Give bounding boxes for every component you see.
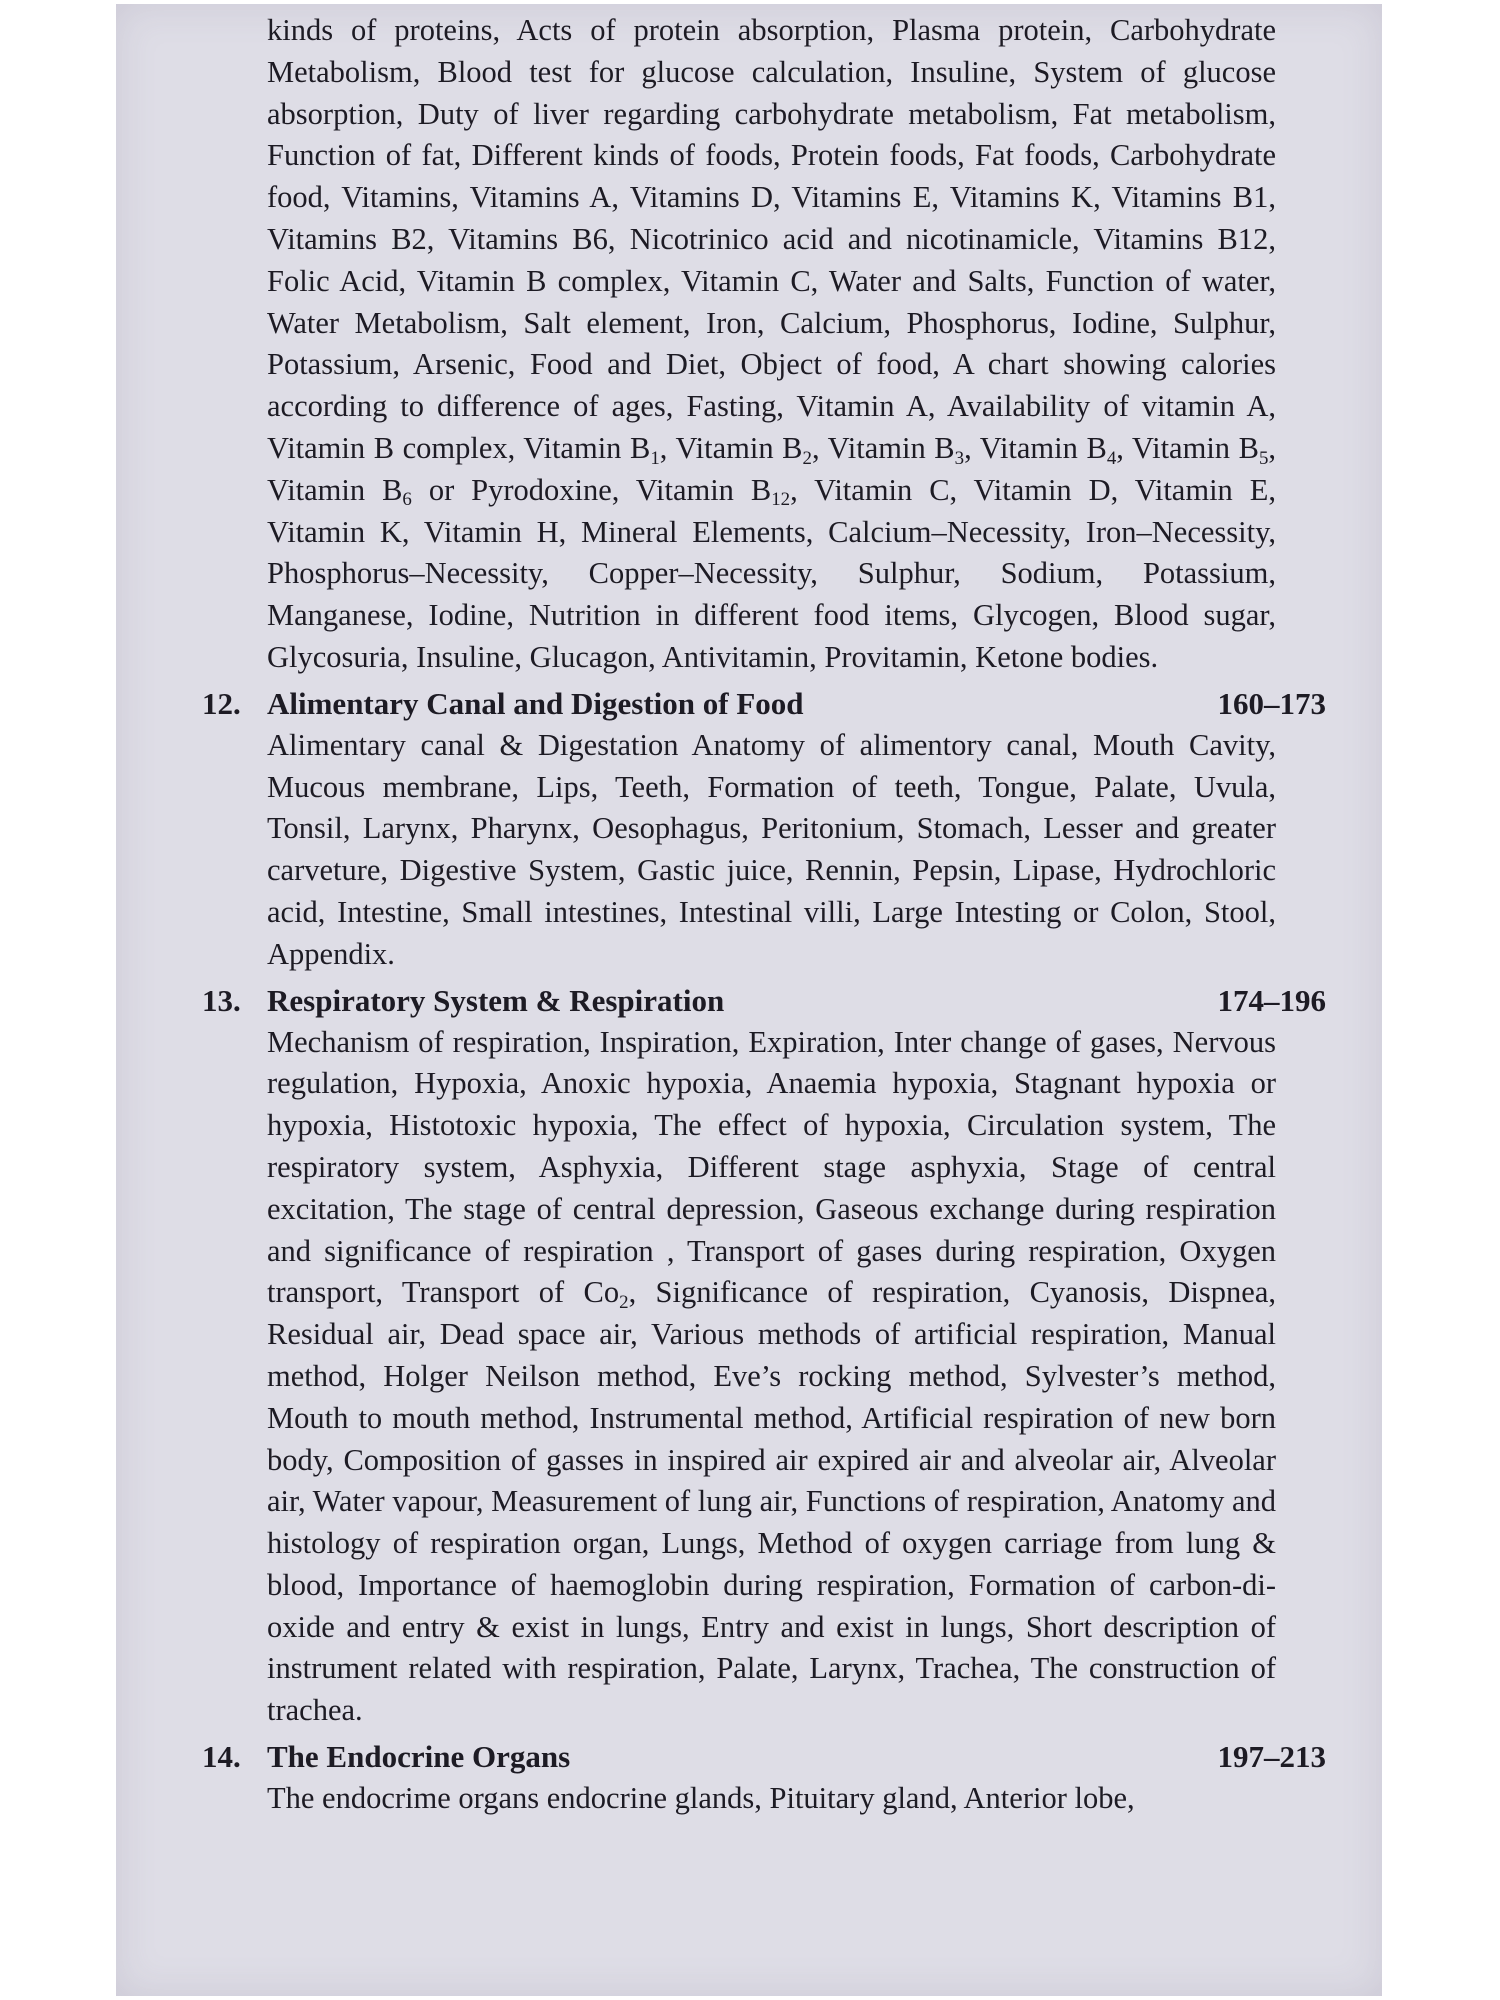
- intro-text: , Vitamin B: [964, 430, 1107, 465]
- intro-text: or Pyrodoxine, Vitamin B: [411, 472, 772, 507]
- section-text: , Significance of respiration, Cyanosis, Dispnea, Residual air, Dead space air, Various methods of artificial respiration, Manual method, Holger Neilson method, Eve’s rocking method, Sylvester’s method, Mouth to mouth method, Instrumental method, Artificial respiration of new born body, Composition of gasses in inspired air expired air and alveolar air, Alveolar air, Water vapour, Measurement of lung air, Functions of respiration, Anatomy and histology of respiration organ, Lungs, Method of oxygen carriage from lung & blood, Importance of haemoglobin during respiration, Formation of carbon-di-oxide and entry & exist in lungs, Entry and exist in lungs, Short description of instrument related with respiration, Palate, Larynx, Trachea, The construction of trachea.: [267, 1275, 1276, 1728]
- section-13: [202, 980, 1348, 1733]
- section-text: Mechanism of respiration, Inspiration, Expiration, Inter change of gases, Nervous regulation, Hypoxia, Anoxic hypoxia, Anaemia hypoxia, Stagnant hypoxia or hypoxia, Histotoxic hypoxia, The effect of hypoxia, Circulation system, The respiratory system, Asphyxia, Different stage asphyxia, Stage of central excitation, The stage of central depression, Gaseous exchange during respiration and significance of respiration , Transport of gases during respiration, Oxygen transport, Transport of Co: [267, 1024, 1276, 1310]
- section-number: 12.: [202, 685, 241, 721]
- section-heading: [202, 683, 1348, 725]
- subscript: 4: [1106, 447, 1117, 469]
- subscript: 5: [1258, 447, 1269, 469]
- subscript: 2: [802, 447, 812, 469]
- subscript: 3: [954, 447, 965, 469]
- intro-text: , Vitamin C, Vitamin D, Vitamin E, Vitamin K, Vitamin H, Mineral Elements, Calcium–Necessity, Iron–Necessity, Phosphorus–Necessity, Copper–Necessity, Sulphur, Sodium, Potassium, Manganese, Iodine, Nutrition in different food items, Glycogen, Blood sugar, Glycosuria, Insuline, Glucagon, Antivitamin, Provitamin, Ketone bodies.: [267, 472, 1276, 674]
- section-page-range: 174–196: [1217, 982, 1326, 1018]
- section-page-range: 160–173: [1217, 685, 1326, 721]
- section-page-range: 197–213: [1217, 1739, 1326, 1775]
- intro-text: , Vitamin B: [659, 430, 803, 465]
- intro-paragraph: [202, 10, 1348, 679]
- subscript: 12: [771, 489, 791, 511]
- intro-text: kinds of proteins, Acts of protein absorption, Plasma protein, Carbohydrate Metabolism, Blood test for glucose calculation, Insuline, System of glucose absorption, Duty of liver regarding carbohydrate metabolism, Fat metabolism, Function of fat, Different kinds of foods, Protein foods, Fat foods, Carbohydrate food, Vitamins, Vitamins A, Vitamins D, Vitamins E, Vitamins K, Vitamins B1, Vitamins B2, Vitamins B6, Nicotrinico acid and nicotinamicle, Vitamins B12, Folic Acid, Vitamin B complex, Vitamin C, Water and Salts, Function of water, Water Metabolism, Salt element, Iron, Calcium, Phosphorus, Iodine, Sulphur, Potassium, Arsenic, Food and Diet, Object of food, A chart showing calories according to difference of ages, Fasting, Vitamin A, Availability of vitamin A, Vitamin B complex, Vitamin B: [267, 13, 1276, 465]
- page-content: [202, 10, 1348, 1820]
- section-description: Alimentary canal & Digestation Anatomy of alimentory canal, Mouth Cavity, Mucous membrane, Lips, Teeth, Formation of teeth, Tongue, Palate, Uvula, Tonsil, Larynx, Pharynx, Oesophagus, Peritonium, Stomach, Lesser and greater carveture, Digestive System, Gastic juice, Rennin, Pepsin, Lipase, Hydrochloric acid, Intestine, Small intestines, Intestinal villi, Large Intesting or Colon, Stool, Appendix.: [267, 727, 1276, 971]
- section-heading: [202, 1736, 1348, 1778]
- section-heading: [202, 980, 1348, 1022]
- section-12: [202, 683, 1348, 976]
- subscript: 6: [402, 489, 412, 511]
- section-description: [202, 1022, 1348, 1733]
- section-description: The endocrime organs endocrine glands, Pituitary gland, Anterior lobe,: [267, 1781, 1135, 1816]
- section-title: The Endocrine Organs: [267, 1739, 571, 1775]
- section-14: [202, 1736, 1348, 1820]
- subscript: 2: [619, 1291, 629, 1313]
- intro-text: , Vitamin B: [811, 430, 955, 465]
- intro-text: , Vitamin B: [267, 430, 1277, 507]
- subscript: 1: [650, 447, 660, 469]
- scanned-page: [116, 4, 1382, 1996]
- section-title: Respiratory System & Respiration: [267, 982, 725, 1018]
- section-number: 14.: [202, 1739, 241, 1775]
- section-title: Alimentary Canal and Digestion of Food: [267, 685, 804, 721]
- intro-text: , Vitamin B: [1116, 430, 1259, 465]
- section-number: 13.: [202, 982, 241, 1018]
